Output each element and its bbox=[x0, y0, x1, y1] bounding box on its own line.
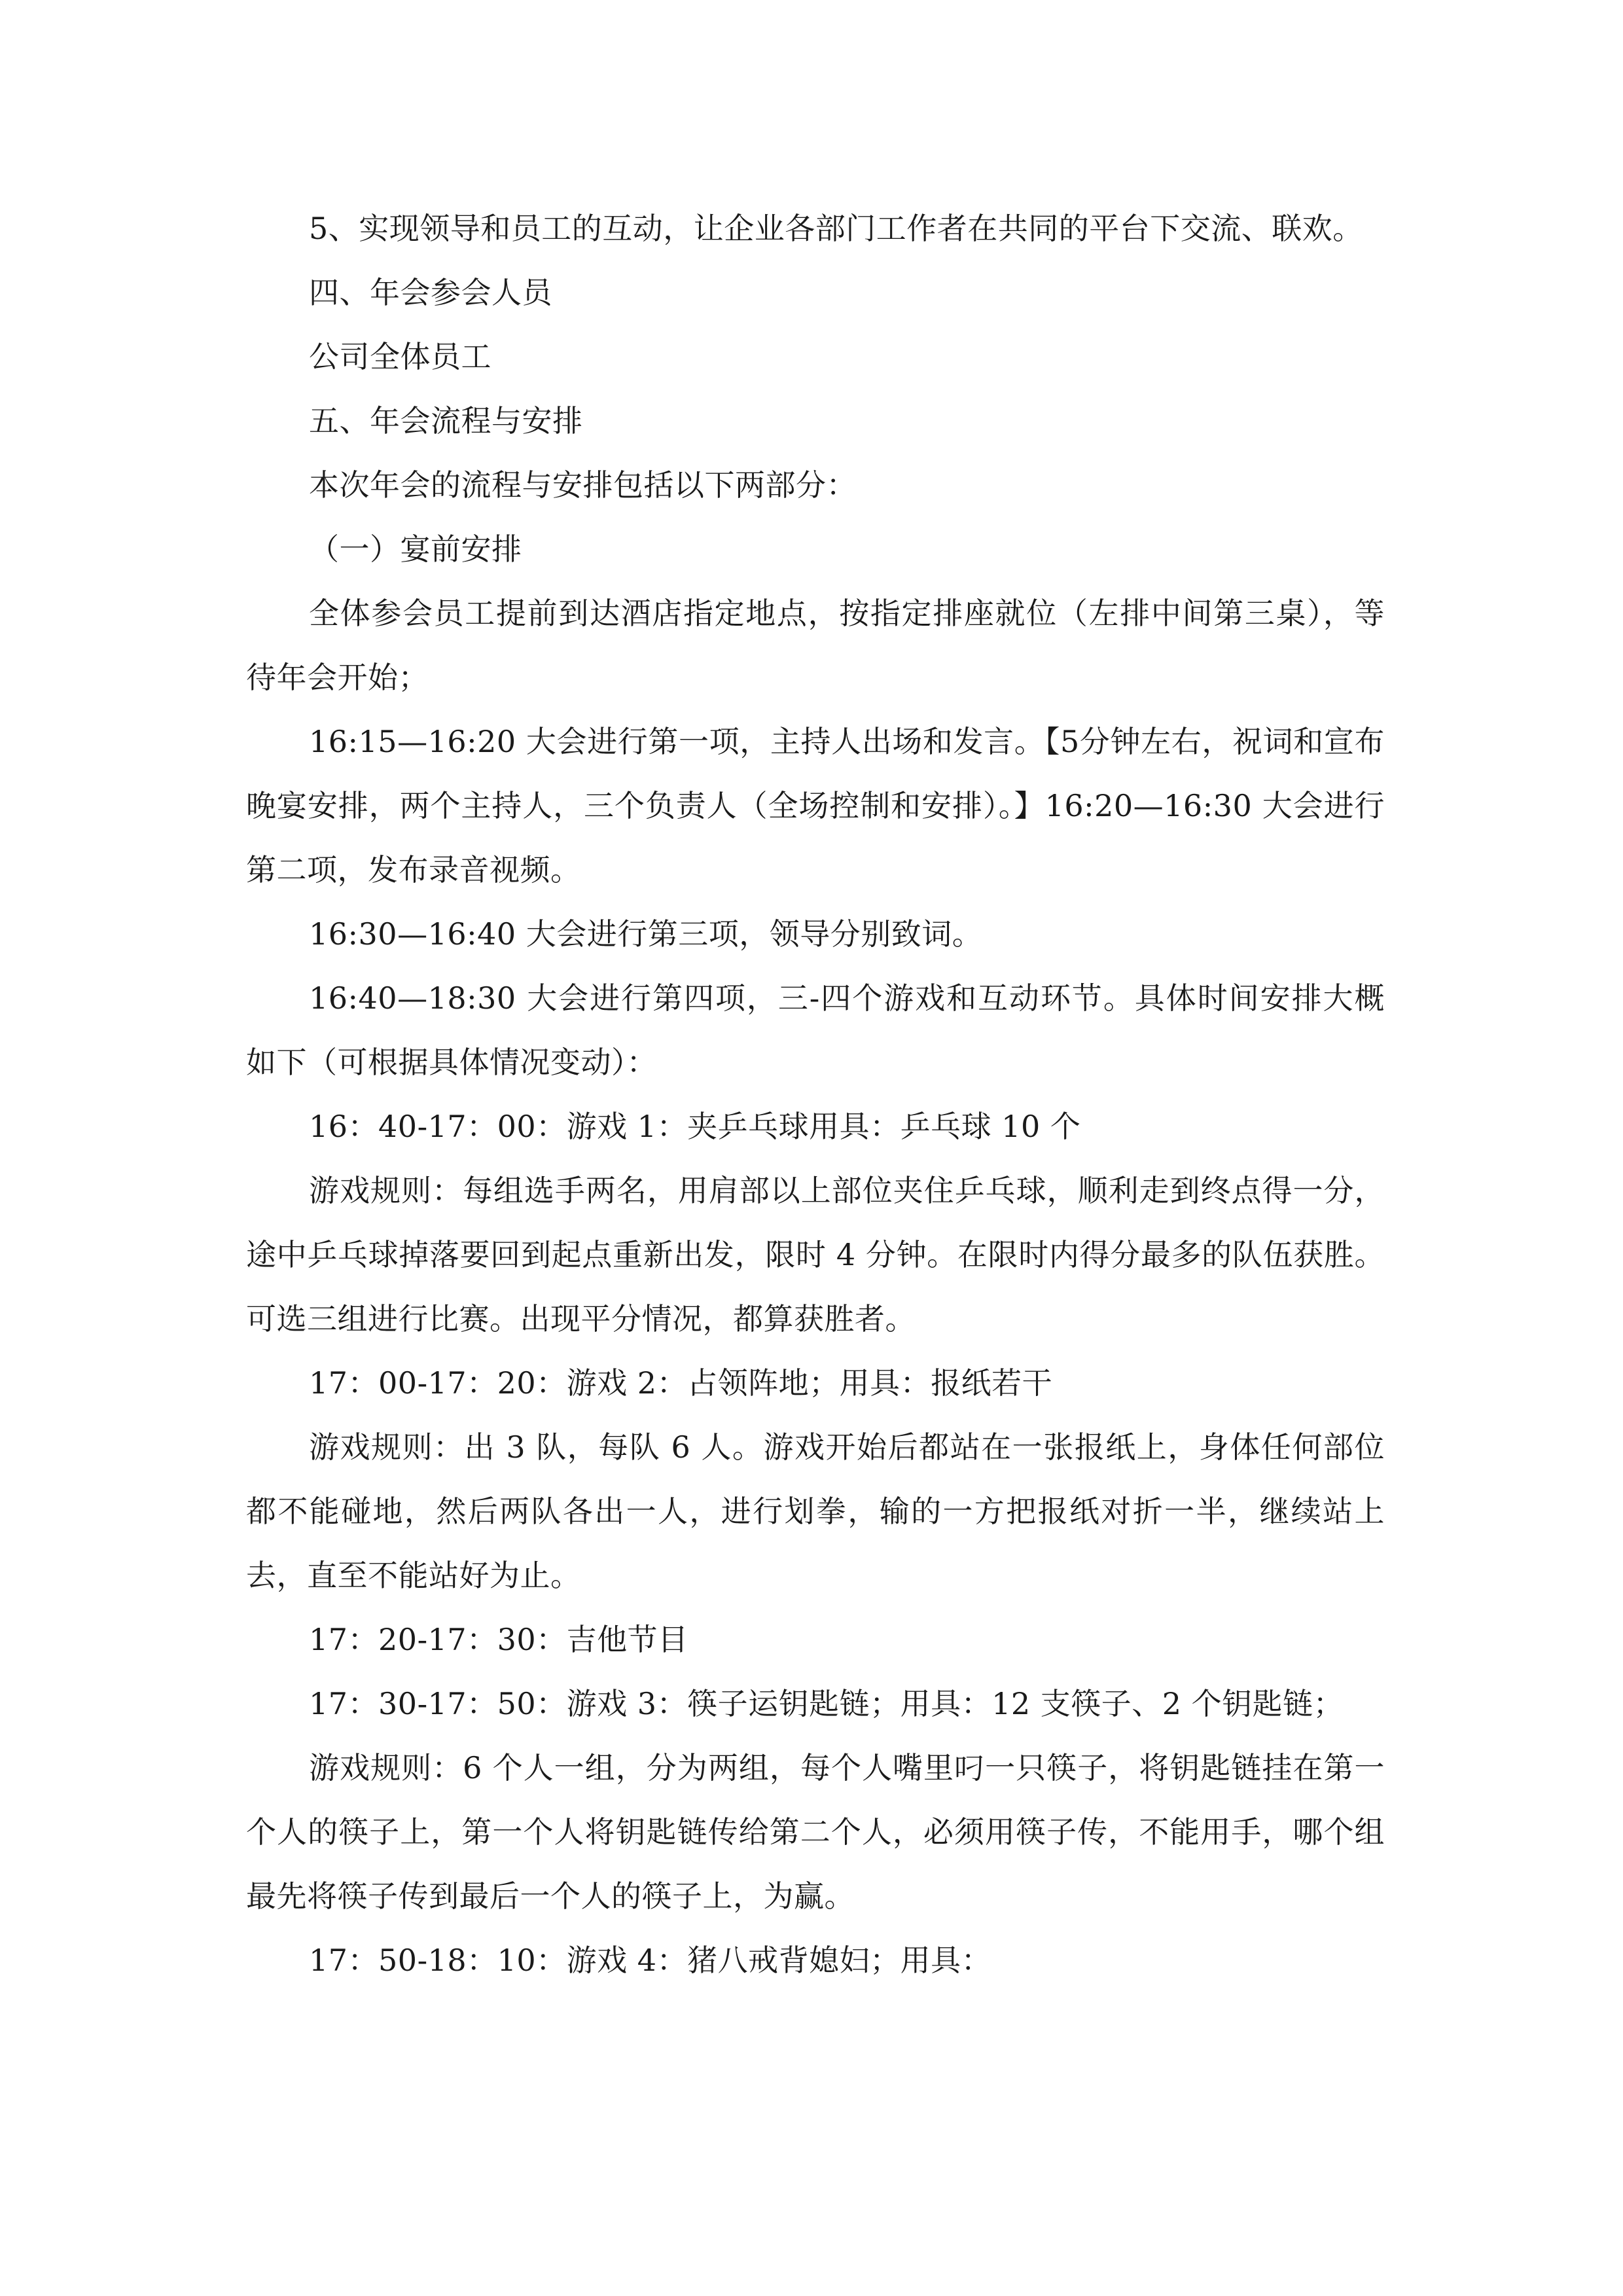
paragraph-game-3-rules: 游戏规则：6 个人一组，分为两组，每个人嘴里叼一只筷子，将钥匙链挂在第一个人的筷子上，第一个人将钥匙链传给第二个人，必须用筷子传，不能用手，哪个组最先将筷子传到最后一个人的筷子上，为赢。 bbox=[246, 1750, 1385, 1914]
paragraph-item-1-2: 16:15—16:20 大会进行第一项，主持人出场和发言。【5分钟左右，祝词和宣布晚宴安排，两个主持人，三个负责人（全场控制和安排）。】16:20—16:30 大会进行第二项，发布录音视频。 bbox=[246, 724, 1385, 888]
paragraph-game-2-rules: 游戏规则：出 3 队，每队 6 人。游戏开始后都站在一张报纸上，身体任何部位都不能碰地，然后两队各出一人，进行划拳，输的一方把报纸对折一半，继续站上去，直至不能站好为止。 bbox=[246, 1429, 1385, 1593]
paragraph-seating: 全体参会员工提前到达酒店指定地点，按指定排座就位（左排中间第三桌），等待年会开始； bbox=[246, 596, 1385, 695]
paragraph-goal-5: 5、实现领导和员工的互动，让企业各部门工作者在共同的平台下交流、联欢。 bbox=[309, 211, 1363, 246]
paragraph-game-4: 17：50-18：10：游戏 4：猪八戒背媳妇；用具： bbox=[309, 1943, 992, 1978]
paragraph-game-3: 17：30-17：50：游戏 3：筷子运钥匙链；用具：12 支筷子、2 个钥匙链； bbox=[309, 1686, 1344, 1721]
paragraph-process-intro: 本次年会的流程与安排包括以下两部分： bbox=[309, 467, 857, 503]
paragraph-game-2: 17：00-17：20：游戏 2：占领阵地；用具：报纸若干 bbox=[309, 1365, 1053, 1401]
paragraph-item-4: 16:40—18:30 大会进行第四项，三-四个游戏和互动环节。具体时间安排大概如下（可根据具体情况变动）： bbox=[246, 980, 1385, 1080]
subheading-pre-banquet: （一）宴前安排 bbox=[309, 531, 522, 567]
paragraph-attendees: 公司全体员工 bbox=[309, 339, 491, 374]
heading-attendees: 四、年会参会人员 bbox=[309, 275, 552, 310]
paragraph-game-1: 16：40-17：00：游戏 1：夹乒乓球用具：乒乓球 10 个 bbox=[309, 1109, 1081, 1144]
heading-process: 五、年会流程与安排 bbox=[309, 403, 583, 439]
paragraph-game-1-rules: 游戏规则：每组选手两名，用肩部以上部位夹住乒乓球，顺利走到终点得一分，途中乒乓球掉落要回到起点重新出发，限时 4 分钟。在限时内得分最多的队伍获胜。可选三组进行比赛。出现平分情况，都算获胜者。 bbox=[246, 1173, 1385, 1336]
paragraph-guitar-show: 17：20-17：30：吉他节目 bbox=[309, 1622, 688, 1657]
paragraph-item-3: 16:30—16:40 大会进行第三项，领导分别致词。 bbox=[309, 916, 983, 952]
document-body bbox=[246, 196, 1385, 1992]
